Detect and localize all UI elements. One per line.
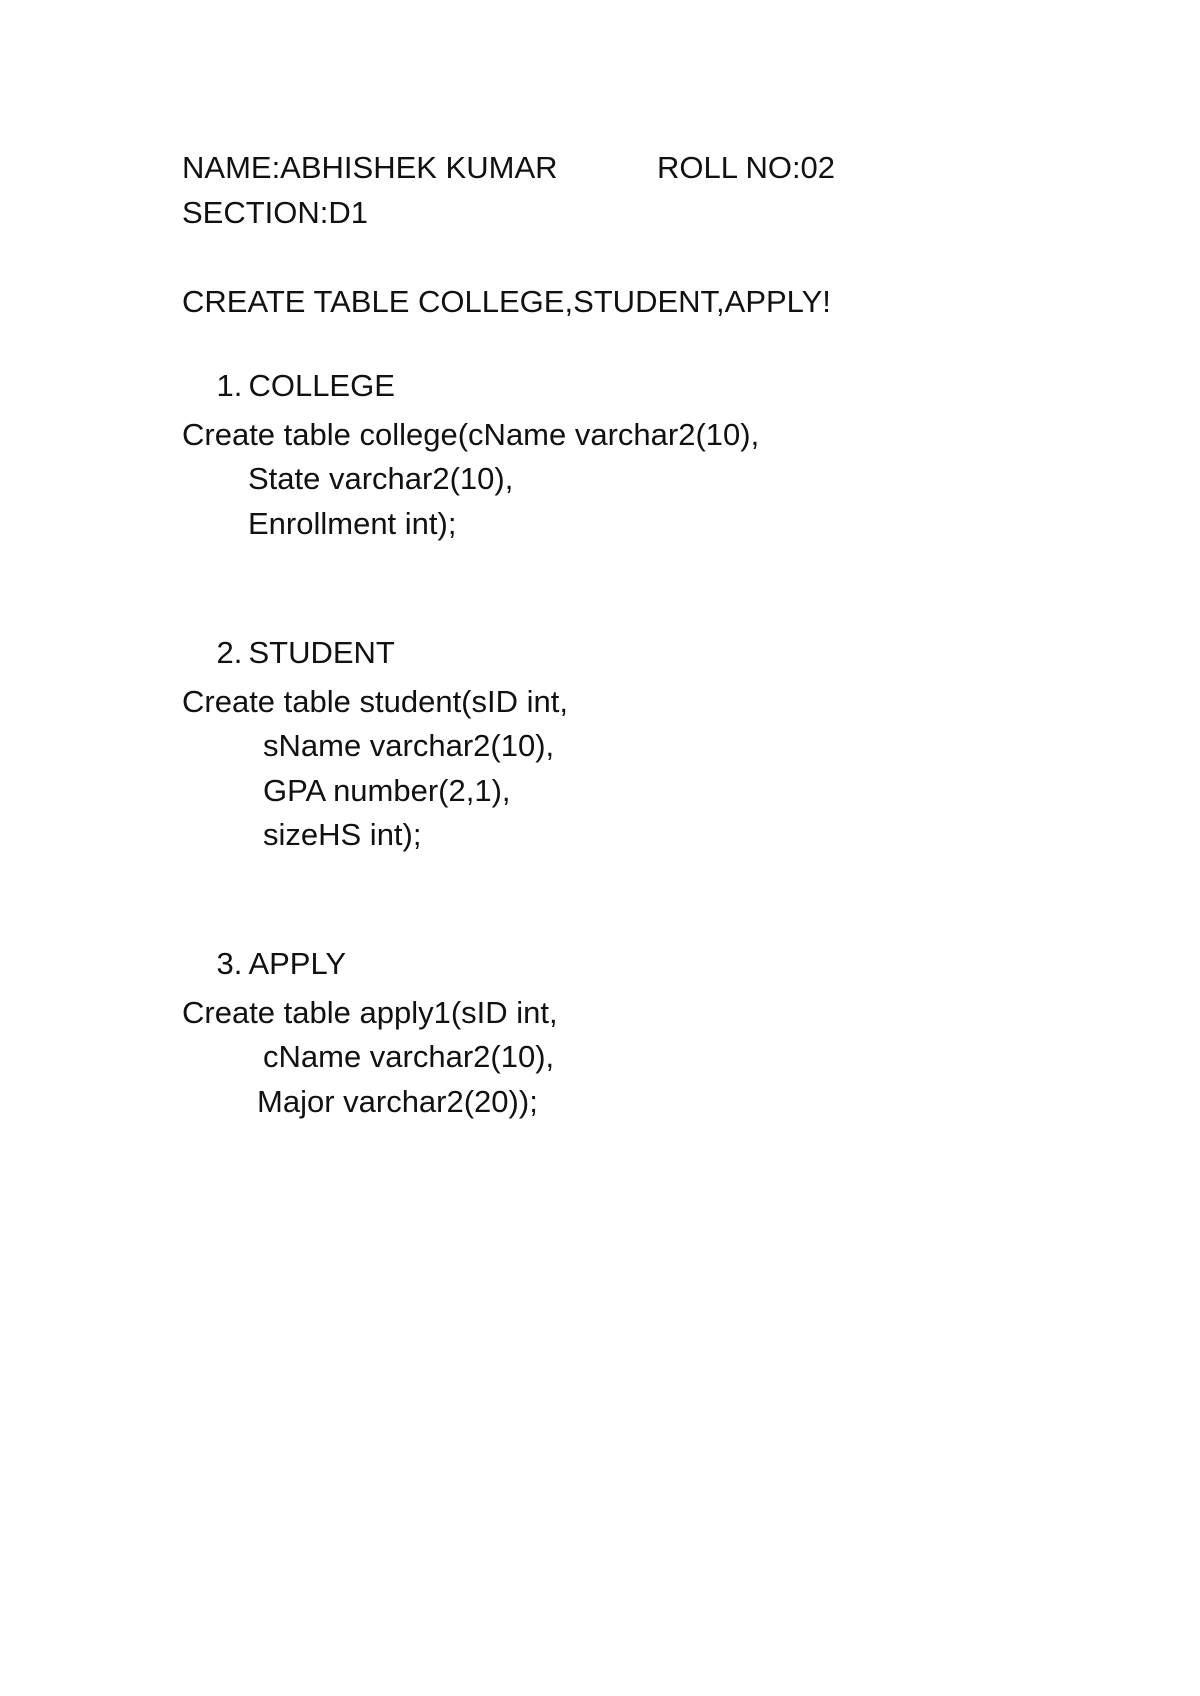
section-label: SECTION:D1	[182, 195, 369, 230]
code-line: sName varchar2(10),	[263, 728, 555, 763]
code-line: GPA number(2,1),	[263, 773, 511, 808]
code-line: Create table college(cName varchar2(10),	[182, 417, 760, 452]
section-title: APPLY	[248, 946, 347, 981]
section-number: 1.	[216, 368, 243, 403]
page-heading: CREATE TABLE COLLEGE,STUDENT,APPLY!	[182, 284, 831, 319]
code-line: Create table apply1(sID int,	[182, 995, 558, 1030]
roll-number: ROLL NO:02	[657, 150, 836, 185]
student-name: NAME:ABHISHEK KUMAR	[182, 150, 558, 185]
code-line: Create table student(sID int,	[182, 684, 568, 719]
code-line: sizeHS int);	[263, 817, 422, 852]
section-title: STUDENT	[248, 635, 395, 670]
code-line: cName varchar2(10),	[263, 1039, 555, 1074]
code-line: Major varchar2(20));	[257, 1084, 538, 1119]
section-number: 3.	[216, 946, 243, 981]
section-title: COLLEGE	[248, 368, 395, 403]
code-line: State varchar2(10),	[248, 461, 514, 496]
section-number: 2.	[216, 635, 243, 670]
code-line: Enrollment int);	[248, 506, 457, 541]
